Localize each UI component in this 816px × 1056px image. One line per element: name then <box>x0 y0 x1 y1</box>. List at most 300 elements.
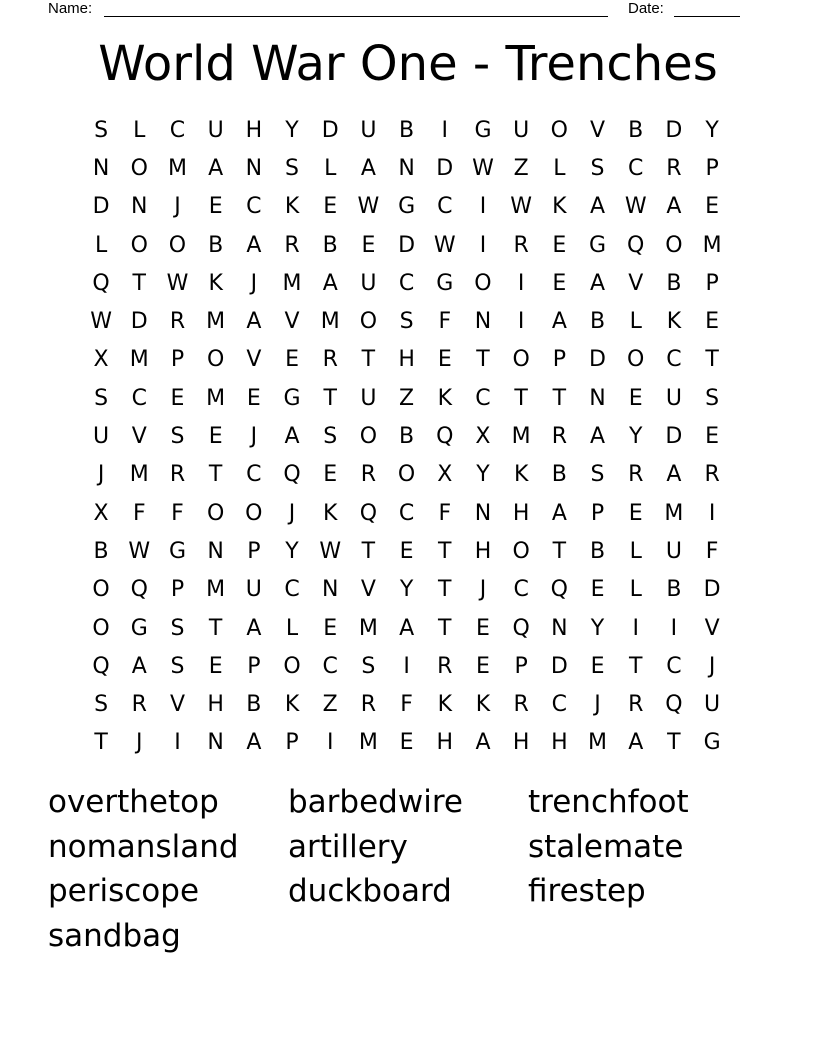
grid-letter[interactable]: B <box>589 538 606 564</box>
grid-letter[interactable]: B <box>93 538 109 564</box>
grid-letter[interactable]: E <box>208 424 223 450</box>
grid-letter[interactable]: R <box>513 232 529 258</box>
grid-letter[interactable]: O <box>627 347 645 373</box>
grid-letter[interactable]: T <box>552 385 567 411</box>
word-list <box>48 780 768 958</box>
grid-letter[interactable]: I <box>517 309 525 335</box>
grid-letter[interactable]: P <box>247 538 261 564</box>
grid-letter[interactable]: M <box>206 577 226 603</box>
grid-letter[interactable]: C <box>513 577 529 603</box>
grid-letter[interactable]: G <box>130 615 148 641</box>
grid-letter[interactable]: C <box>437 194 453 220</box>
grid-letter[interactable]: C <box>131 385 147 411</box>
grid-letter[interactable]: V <box>628 270 644 296</box>
grid-letter[interactable]: Q <box>92 270 110 296</box>
grid-letter[interactable]: S <box>170 653 185 679</box>
grid-letter[interactable]: L <box>133 117 146 143</box>
grid-letter[interactable]: N <box>474 309 492 335</box>
grid-letter[interactable]: A <box>628 730 644 756</box>
grid-letter[interactable]: Y <box>590 615 605 641</box>
grid-letter[interactable]: O <box>550 117 568 143</box>
grid-letter[interactable]: I <box>517 270 525 296</box>
grid-letter[interactable]: E <box>399 538 414 564</box>
grid-letter[interactable]: E <box>705 309 720 335</box>
grid-letter[interactable]: L <box>629 538 642 564</box>
grid-letter[interactable]: A <box>246 309 262 335</box>
grid-letter[interactable]: X <box>437 462 453 488</box>
grid-letter[interactable]: J <box>594 692 601 718</box>
grid-letter[interactable]: A <box>399 615 415 641</box>
grid-letter[interactable]: U <box>360 385 377 411</box>
grid-letter[interactable]: C <box>666 347 682 373</box>
grid-letter[interactable]: D <box>321 117 339 143</box>
grid-letter[interactable]: C <box>551 692 568 718</box>
grid-letter[interactable]: H <box>245 117 263 143</box>
grid-letter[interactable]: W <box>510 194 533 220</box>
grid-letter[interactable]: T <box>361 538 376 564</box>
grid-letter[interactable]: B <box>399 117 415 143</box>
grid-letter[interactable]: F <box>132 500 146 526</box>
grid-letter[interactable]: P <box>170 347 185 373</box>
grid-letter[interactable]: B <box>666 270 682 296</box>
grid-letter[interactable]: F <box>400 692 413 718</box>
grid-letter[interactable]: Y <box>628 424 643 450</box>
grid-letter[interactable]: U <box>93 424 110 450</box>
grid-letter[interactable]: V <box>131 424 147 450</box>
grid-letter[interactable]: J <box>479 577 487 603</box>
grid-letter[interactable]: Q <box>665 692 683 718</box>
grid-letter[interactable]: W <box>433 232 456 258</box>
grid-letter[interactable]: G <box>474 117 492 143</box>
grid-letter[interactable]: E <box>399 730 414 756</box>
grid-letter[interactable]: P <box>705 155 719 181</box>
grid-letter[interactable]: M <box>129 347 149 373</box>
grid-letter[interactable]: C <box>246 194 262 220</box>
grid-letter[interactable]: C <box>246 462 262 488</box>
grid-letter[interactable]: E <box>208 194 223 220</box>
grid-letter[interactable]: I <box>708 500 716 526</box>
grid-letter[interactable]: S <box>94 117 109 143</box>
grid-letter[interactable]: L <box>553 155 566 181</box>
grid-letter[interactable]: C <box>398 500 415 526</box>
grid-letter[interactable]: K <box>284 692 300 718</box>
grid-letter[interactable]: Z <box>322 692 338 718</box>
grid-letter[interactable]: D <box>550 653 568 679</box>
grid-letter[interactable]: W <box>624 194 647 220</box>
grid-letter[interactable]: J <box>97 462 105 488</box>
grid-letter[interactable]: E <box>705 424 720 450</box>
grid-letter[interactable]: E <box>705 194 720 220</box>
grid-letter[interactable]: H <box>474 538 492 564</box>
grid-letter[interactable]: W <box>472 155 494 181</box>
grid-letter[interactable]: S <box>399 309 414 335</box>
grid-row <box>82 571 732 609</box>
grid-letter[interactable]: F <box>438 309 452 335</box>
grid-letter[interactable]: U <box>704 692 721 718</box>
grid-letter[interactable]: I <box>403 653 410 679</box>
grid-letter[interactable]: E <box>323 462 338 488</box>
grid-letter[interactable]: R <box>437 653 453 679</box>
grid-letter[interactable]: A <box>590 424 606 450</box>
grid-letter[interactable]: Q <box>627 232 645 258</box>
grid-row <box>82 226 732 264</box>
grid-letter[interactable]: A <box>551 500 567 526</box>
grid-letter[interactable]: D <box>92 194 110 220</box>
grid-letter[interactable]: O <box>665 232 683 258</box>
grid-letter[interactable]: J <box>136 730 143 756</box>
grid-letter[interactable]: C <box>169 117 186 143</box>
grid-letter[interactable]: K <box>323 500 338 526</box>
grid-letter[interactable]: N <box>474 500 492 526</box>
grid-letter[interactable]: N <box>245 155 263 181</box>
grid-letter[interactable]: X <box>93 347 109 373</box>
grid-letter[interactable]: P <box>705 270 719 296</box>
grid-letter[interactable]: T <box>476 347 490 373</box>
grid-letter[interactable]: H <box>398 347 415 373</box>
grid-letter[interactable]: O <box>92 615 110 641</box>
grid-letter[interactable]: O <box>168 232 187 258</box>
grid-letter[interactable]: M <box>664 500 684 526</box>
grid-letter[interactable]: W <box>90 309 112 335</box>
grid-letter[interactable]: J <box>708 653 716 679</box>
grid-letter[interactable]: P <box>170 577 185 603</box>
grid-letter[interactable]: E <box>285 347 299 373</box>
grid-letter[interactable]: B <box>246 692 262 718</box>
grid-letter[interactable]: T <box>323 385 337 411</box>
grid-letter[interactable]: H <box>436 730 454 756</box>
grid-letter[interactable]: E <box>628 385 643 411</box>
grid-letter[interactable]: E <box>246 385 261 411</box>
grid-letter[interactable]: R <box>169 309 186 335</box>
grid-letter[interactable]: A <box>360 155 376 181</box>
grid-letter[interactable]: Y <box>476 462 490 488</box>
grid-letter[interactable]: A <box>551 309 567 335</box>
grid-letter[interactable]: G <box>703 730 721 756</box>
grid-letter[interactable]: O <box>130 232 148 258</box>
grid-letter[interactable]: O <box>283 653 301 679</box>
grid-letter[interactable]: C <box>398 270 415 296</box>
grid-letter[interactable]: B <box>666 577 682 603</box>
grid-letter[interactable]: I <box>174 730 181 756</box>
grid-letter[interactable]: E <box>628 500 643 526</box>
grid-letter[interactable]: K <box>284 194 300 220</box>
grid-letter[interactable]: S <box>94 385 109 411</box>
grid-letter[interactable]: S <box>590 155 605 181</box>
grid-letter[interactable]: D <box>436 155 454 181</box>
grid-letter[interactable]: Q <box>283 462 301 488</box>
grid-letter[interactable]: S <box>590 462 605 488</box>
grid-letter[interactable]: K <box>666 309 682 335</box>
grid-letter[interactable]: T <box>438 615 452 641</box>
grid-letter[interactable]: N <box>207 538 224 564</box>
grid-letter[interactable]: R <box>513 692 529 718</box>
grid-letter[interactable]: M <box>358 615 378 641</box>
grid-letter[interactable]: T <box>514 385 528 411</box>
grid-letter[interactable]: V <box>284 309 300 335</box>
grid-letter[interactable]: R <box>666 155 682 181</box>
grid-letter[interactable]: R <box>169 462 186 488</box>
grid-letter[interactable]: N <box>92 155 110 181</box>
grid-letter[interactable]: H <box>207 692 224 718</box>
grid-letter[interactable]: P <box>285 730 299 756</box>
grid-letter[interactable]: A <box>246 615 262 641</box>
grid-letter[interactable]: Y <box>285 117 299 143</box>
grid-letter[interactable]: O <box>397 462 416 488</box>
grid-letter[interactable]: M <box>511 424 531 450</box>
grid-letter[interactable]: T <box>94 730 108 756</box>
grid-letter[interactable]: T <box>705 347 719 373</box>
grid-letter[interactable]: C <box>322 653 338 679</box>
grid-letter[interactable]: B <box>589 309 606 335</box>
grid-letter[interactable]: A <box>246 730 262 756</box>
grid-letter[interactable]: O <box>92 577 110 603</box>
grid-letter[interactable]: D <box>589 347 606 373</box>
grid-letter[interactable]: G <box>436 270 454 296</box>
grid-letter[interactable]: O <box>474 270 492 296</box>
grid-letter[interactable]: V <box>590 117 606 143</box>
grid-letter[interactable]: P <box>552 347 566 373</box>
grid-letter[interactable]: K <box>437 692 452 718</box>
grid-letter[interactable]: T <box>361 347 376 373</box>
grid-letter[interactable]: R <box>360 462 377 488</box>
grid-letter[interactable]: F <box>705 538 719 564</box>
grid-letter[interactable]: I <box>441 117 449 143</box>
name-blank-line[interactable] <box>104 16 608 17</box>
grid-letter[interactable]: C <box>666 653 682 679</box>
grid-letter[interactable]: O <box>512 538 530 564</box>
grid-letter[interactable]: R <box>628 692 644 718</box>
grid-letter[interactable]: F <box>171 500 184 526</box>
date-blank-line[interactable] <box>674 16 740 17</box>
grid-letter[interactable]: D <box>703 577 721 603</box>
grid-letter[interactable]: V <box>704 615 720 641</box>
grid-letter[interactable]: H <box>512 500 530 526</box>
grid-letter[interactable]: I <box>479 232 487 258</box>
grid-letter[interactable]: D <box>665 424 683 450</box>
grid-letter[interactable]: Q <box>92 653 110 679</box>
grid-letter[interactable]: Y <box>285 538 299 564</box>
grid-row <box>82 149 732 187</box>
grid-letter[interactable]: A <box>284 424 300 450</box>
grid-letter[interactable]: K <box>513 462 529 488</box>
grid-letter[interactable]: S <box>705 385 720 411</box>
grid-letter[interactable]: V <box>169 692 185 718</box>
grid-letter[interactable]: R <box>360 692 377 718</box>
grid-letter[interactable]: G <box>589 232 607 258</box>
grid-letter[interactable]: U <box>665 538 682 564</box>
grid-letter[interactable]: M <box>358 730 378 756</box>
grid-letter[interactable]: K <box>437 385 452 411</box>
grid-letter[interactable]: J <box>250 270 258 296</box>
grid-letter[interactable]: M <box>167 155 187 181</box>
grid-letter[interactable]: M <box>282 270 302 296</box>
grid-letter[interactable]: A <box>666 194 682 220</box>
grid-letter[interactable]: E <box>323 194 338 220</box>
word-list-item: duckboard <box>288 873 452 909</box>
grid-letter[interactable]: W <box>166 270 189 296</box>
grid-letter[interactable]: V <box>246 347 262 373</box>
grid-letter[interactable]: B <box>208 232 224 258</box>
grid-letter[interactable]: R <box>628 462 644 488</box>
grid-letter[interactable]: M <box>320 309 340 335</box>
grid-letter[interactable]: W <box>357 194 380 220</box>
grid-letter[interactable]: Q <box>436 424 454 450</box>
grid-letter[interactable]: X <box>93 500 109 526</box>
grid-letter[interactable]: Y <box>705 117 719 143</box>
grid-letter[interactable]: K <box>552 194 567 220</box>
grid-letter[interactable]: O <box>245 500 263 526</box>
grid-letter[interactable]: E <box>552 232 567 258</box>
grid-letter[interactable]: N <box>131 194 148 220</box>
grid-letter[interactable]: Z <box>399 385 415 411</box>
grid-letter[interactable]: A <box>208 155 224 181</box>
grid-letter[interactable]: D <box>665 117 683 143</box>
word-list-item: artillery <box>288 828 408 865</box>
grid-letter[interactable]: S <box>361 653 376 679</box>
grid-letter[interactable]: N <box>551 615 568 641</box>
grid-letter[interactable]: U <box>513 117 530 143</box>
grid-letter[interactable]: O <box>512 347 530 373</box>
grid-letter[interactable]: T <box>208 462 223 488</box>
grid-letter[interactable]: E <box>208 653 223 679</box>
grid-letter[interactable]: Q <box>550 577 568 603</box>
grid-letter[interactable]: U <box>245 577 262 603</box>
grid-letter[interactable]: W <box>128 538 151 564</box>
grid-row <box>82 111 732 149</box>
grid-letter[interactable]: U <box>665 385 682 411</box>
grid-letter[interactable]: I <box>326 730 334 756</box>
grid-letter[interactable]: M <box>588 730 608 756</box>
grid-letter[interactable]: I <box>632 615 639 641</box>
grid-letter[interactable]: E <box>323 615 338 641</box>
grid-letter[interactable]: F <box>438 500 452 526</box>
grid-letter[interactable]: O <box>206 347 225 373</box>
grid-letter[interactable]: C <box>475 385 491 411</box>
grid-letter[interactable]: P <box>590 500 605 526</box>
grid-letter[interactable]: S <box>170 424 185 450</box>
grid-letter[interactable]: K <box>208 270 223 296</box>
grid-letter[interactable]: G <box>398 194 416 220</box>
grid-letter[interactable]: E <box>552 270 567 296</box>
grid-letter[interactable]: T <box>667 730 681 756</box>
grid-letter[interactable]: E <box>170 385 185 411</box>
grid-letter[interactable]: U <box>360 270 377 296</box>
grid-letter[interactable]: B <box>551 462 567 488</box>
grid-letter[interactable]: T <box>208 615 223 641</box>
grid-letter[interactable]: Y <box>399 577 414 603</box>
grid-letter[interactable]: L <box>285 615 299 641</box>
grid-letter[interactable]: A <box>246 232 262 258</box>
grid-letter[interactable]: R <box>551 424 567 450</box>
grid-letter[interactable]: H <box>551 730 568 756</box>
grid-letter[interactable]: O <box>130 155 148 181</box>
grid-letter[interactable]: L <box>324 155 337 181</box>
grid-letter[interactable]: O <box>359 309 378 335</box>
grid-letter[interactable]: J <box>250 424 258 450</box>
grid-letter[interactable]: I <box>670 615 678 641</box>
worksheet-header <box>0 0 816 20</box>
grid-letter[interactable]: N <box>207 730 224 756</box>
grid-letter[interactable]: X <box>475 424 491 450</box>
grid-letter[interactable]: P <box>514 653 528 679</box>
grid-letter[interactable]: O <box>359 424 378 450</box>
grid-letter[interactable]: C <box>628 155 644 181</box>
grid-letter[interactable]: E <box>361 232 376 258</box>
grid-row <box>82 417 732 455</box>
grid-letter[interactable]: M <box>129 462 149 488</box>
grid-letter[interactable]: V <box>360 577 376 603</box>
grid-letter[interactable]: Q <box>130 577 148 603</box>
grid-letter[interactable]: U <box>360 117 377 143</box>
grid-letter[interactable]: T <box>438 577 452 603</box>
grid-letter[interactable]: G <box>283 385 301 411</box>
grid-letter[interactable]: U <box>207 117 224 143</box>
grid-letter[interactable]: T <box>552 538 567 564</box>
grid-letter[interactable]: T <box>438 538 452 564</box>
grid-letter[interactable]: A <box>475 730 491 756</box>
grid-letter[interactable]: N <box>589 385 606 411</box>
grid-letter[interactable]: L <box>629 577 642 603</box>
grid-letter[interactable]: S <box>285 155 300 181</box>
grid-letter[interactable]: T <box>628 653 643 679</box>
grid-letter[interactable]: P <box>247 653 261 679</box>
grid-letter[interactable]: E <box>590 653 605 679</box>
grid-letter[interactable]: O <box>206 500 225 526</box>
grid-letter[interactable]: Z <box>513 155 529 181</box>
grid-letter[interactable]: R <box>284 232 300 258</box>
grid-letter[interactable]: E <box>590 577 605 603</box>
grid-letter[interactable]: E <box>476 653 490 679</box>
grid-letter[interactable]: A <box>131 653 147 679</box>
grid-letter[interactable]: B <box>399 424 415 450</box>
grid-letter[interactable]: Q <box>512 615 530 641</box>
grid-letter[interactable]: N <box>398 155 415 181</box>
grid-letter[interactable]: M <box>206 309 226 335</box>
grid-letter[interactable]: E <box>437 347 452 373</box>
grid-letter[interactable]: A <box>666 462 682 488</box>
grid-letter[interactable]: A <box>590 194 606 220</box>
grid-letter[interactable]: Q <box>359 500 378 526</box>
grid-letter[interactable]: K <box>475 692 491 718</box>
grid-letter[interactable]: J <box>174 194 181 220</box>
grid-letter[interactable]: R <box>322 347 338 373</box>
grid-letter[interactable]: M <box>702 232 722 258</box>
grid-letter[interactable]: S <box>170 615 185 641</box>
grid-letter[interactable]: D <box>398 232 416 258</box>
grid-letter[interactable]: E <box>476 615 490 641</box>
grid-letter[interactable]: G <box>168 538 186 564</box>
grid-letter[interactable]: I <box>479 194 487 220</box>
grid-letter[interactable]: A <box>590 270 606 296</box>
grid-letter[interactable]: R <box>704 462 720 488</box>
grid-letter[interactable]: L <box>629 309 642 335</box>
grid-letter[interactable]: W <box>319 538 342 564</box>
grid-letter[interactable]: A <box>322 270 338 296</box>
grid-letter[interactable]: H <box>512 730 530 756</box>
grid-letter[interactable]: N <box>321 577 339 603</box>
grid-letter[interactable]: B <box>628 117 644 143</box>
grid-letter[interactable]: D <box>130 309 148 335</box>
grid-letter[interactable]: M <box>206 385 226 411</box>
grid-letter[interactable]: B <box>322 232 338 258</box>
grid-letter[interactable]: S <box>323 424 338 450</box>
grid-letter[interactable]: L <box>94 232 108 258</box>
grid-letter[interactable]: R <box>131 692 147 718</box>
grid-letter[interactable]: J <box>288 500 296 526</box>
grid-letter[interactable]: C <box>284 577 300 603</box>
grid-letter[interactable]: T <box>132 270 146 296</box>
grid-letter[interactable]: S <box>94 692 109 718</box>
